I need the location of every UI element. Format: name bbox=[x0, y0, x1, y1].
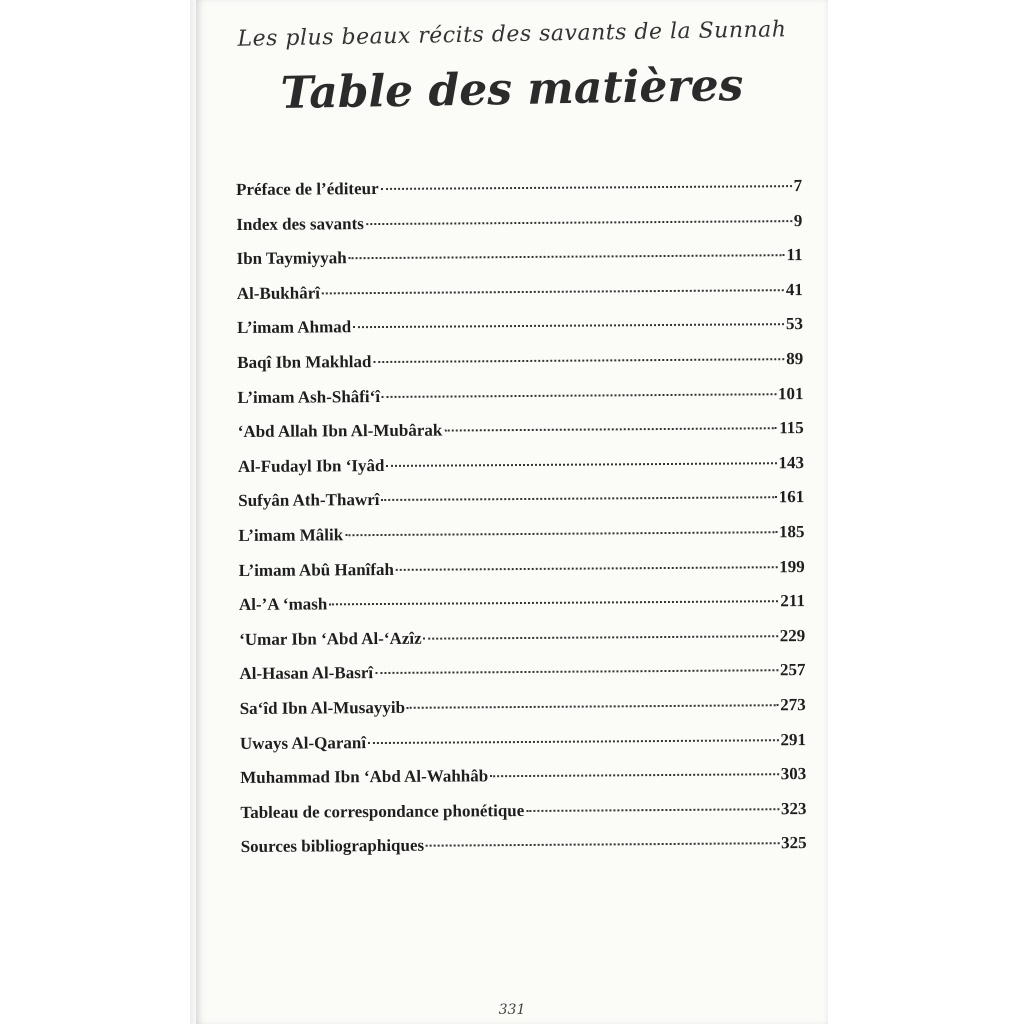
toc-leader-dots bbox=[366, 220, 792, 225]
toc-entry bbox=[240, 730, 806, 769]
toc-entry bbox=[239, 557, 805, 596]
toc-entry bbox=[237, 280, 803, 319]
toc-entry-label: ‘Umar Ibn ‘Abd Al-‘Azîz bbox=[239, 628, 422, 649]
toc-entry-page: 185 bbox=[778, 521, 805, 542]
toc-leader-dots bbox=[375, 670, 778, 675]
toc-entry-page: 11 bbox=[786, 245, 803, 265]
toc-entry-label: Sources bibliographiques bbox=[240, 835, 425, 857]
toc-entry-label: Préface de l’éditeur bbox=[236, 179, 379, 199]
toc-entry-label: Sufyân Ath-Thawrî bbox=[238, 490, 380, 511]
toc-entry bbox=[241, 833, 807, 872]
toc-entry bbox=[236, 211, 802, 250]
toc-entry-label: Uways Al-Qaranî bbox=[239, 732, 367, 753]
toc-leader-dots bbox=[526, 808, 779, 812]
toc-leader-dots bbox=[353, 324, 784, 329]
toc-leader-dots bbox=[382, 393, 776, 398]
toc-leader-dots bbox=[349, 254, 785, 259]
toc-entry bbox=[239, 626, 805, 665]
toc-leader-dots bbox=[381, 185, 792, 190]
toc-entry bbox=[238, 522, 804, 561]
toc-entry-page: 229 bbox=[779, 625, 806, 645]
toc-entry bbox=[238, 418, 804, 457]
toc-entry-page: 303 bbox=[780, 764, 807, 784]
toc-leader-dots bbox=[381, 497, 776, 502]
toc-entry bbox=[237, 349, 803, 388]
toc-leader-dots bbox=[407, 704, 778, 709]
table-of-contents bbox=[236, 176, 807, 872]
toc-leader-dots bbox=[368, 739, 778, 744]
toc-leader-dots bbox=[426, 843, 779, 847]
toc-entry-label: L’imam Ash-Shâfi‘î bbox=[237, 386, 381, 407]
page-title: Table des matières bbox=[280, 59, 744, 120]
toc-leader-dots bbox=[424, 635, 778, 639]
toc-entry-page: 7 bbox=[793, 176, 803, 196]
toc-entry bbox=[239, 660, 805, 699]
toc-entry-page: 101 bbox=[777, 383, 804, 403]
toc-entry bbox=[237, 314, 803, 353]
toc-entry bbox=[238, 487, 804, 526]
toc-entry bbox=[237, 384, 803, 423]
toc-entry-label: Index des savants bbox=[236, 213, 364, 234]
toc-entry bbox=[240, 799, 806, 838]
toc-entry-label: Baqî Ibn Makhlad bbox=[237, 352, 372, 372]
book-page bbox=[196, 0, 828, 1024]
toc-entry-page: 291 bbox=[780, 729, 806, 749]
toc-entry-page: 199 bbox=[779, 556, 805, 576]
toc-entry-label: Sa‘îd Ibn Al-Musayyib bbox=[239, 697, 406, 718]
toc-entry-label: Ibn Taymiyyah bbox=[236, 248, 347, 269]
toc-entry-page: 143 bbox=[778, 452, 805, 472]
toc-leader-dots bbox=[329, 600, 778, 605]
toc-entry bbox=[239, 591, 805, 630]
toc-entry-page: 211 bbox=[780, 591, 806, 611]
toc-leader-dots bbox=[386, 462, 776, 467]
toc-leader-dots bbox=[490, 773, 778, 777]
toc-entry bbox=[240, 695, 806, 734]
toc-entry-page: 323 bbox=[780, 798, 807, 818]
toc-entry bbox=[236, 245, 802, 284]
toc-entry-label: ‘Abd Allah Ibn Al-Mubârak bbox=[237, 420, 443, 442]
toc-entry bbox=[238, 453, 804, 492]
toc-entry-label: Muhammad Ibn ‘Abd Al-Wahhâb bbox=[240, 766, 489, 788]
toc-entry-label: Al-Fudayl Ibn ‘Iyâd bbox=[237, 455, 385, 476]
toc-entry-page: 257 bbox=[779, 660, 806, 680]
running-header: Les plus beaux récits des savants de la Sunnah bbox=[237, 17, 787, 52]
toc-leader-dots bbox=[345, 531, 777, 536]
toc-entry-page: 115 bbox=[779, 418, 804, 438]
toc-leader-dots bbox=[396, 566, 777, 571]
toc-leader-dots bbox=[444, 427, 777, 431]
page-number: 331 bbox=[498, 1002, 526, 1018]
toc-entry-page: 325 bbox=[781, 833, 807, 853]
toc-entry-page: 41 bbox=[785, 279, 803, 299]
toc-entry-page: 9 bbox=[793, 210, 803, 230]
toc-entry-label: L’imam Abû Hanîfah bbox=[238, 559, 395, 580]
toc-entry bbox=[240, 764, 806, 803]
toc-leader-dots bbox=[322, 289, 784, 294]
toc-leader-dots bbox=[373, 358, 784, 363]
toc-entry-label: Tableau de correspondance phonétique bbox=[240, 800, 525, 822]
toc-entry-label: L’imam Mâlik bbox=[238, 525, 344, 545]
toc-entry-label: Al-’A ‘mash bbox=[238, 594, 328, 615]
toc-entry bbox=[236, 176, 802, 215]
toc-entry-label: Al-Hasan Al-Basrî bbox=[239, 663, 374, 684]
toc-entry-page: 273 bbox=[780, 694, 806, 715]
toc-entry-page: 89 bbox=[786, 349, 804, 369]
toc-entry-page: 161 bbox=[778, 487, 805, 507]
toc-entry-label: L’imam Ahmad bbox=[236, 317, 352, 338]
toc-entry-label: Al-Bukhârî bbox=[236, 283, 320, 303]
toc-entry-page: 53 bbox=[785, 314, 804, 334]
